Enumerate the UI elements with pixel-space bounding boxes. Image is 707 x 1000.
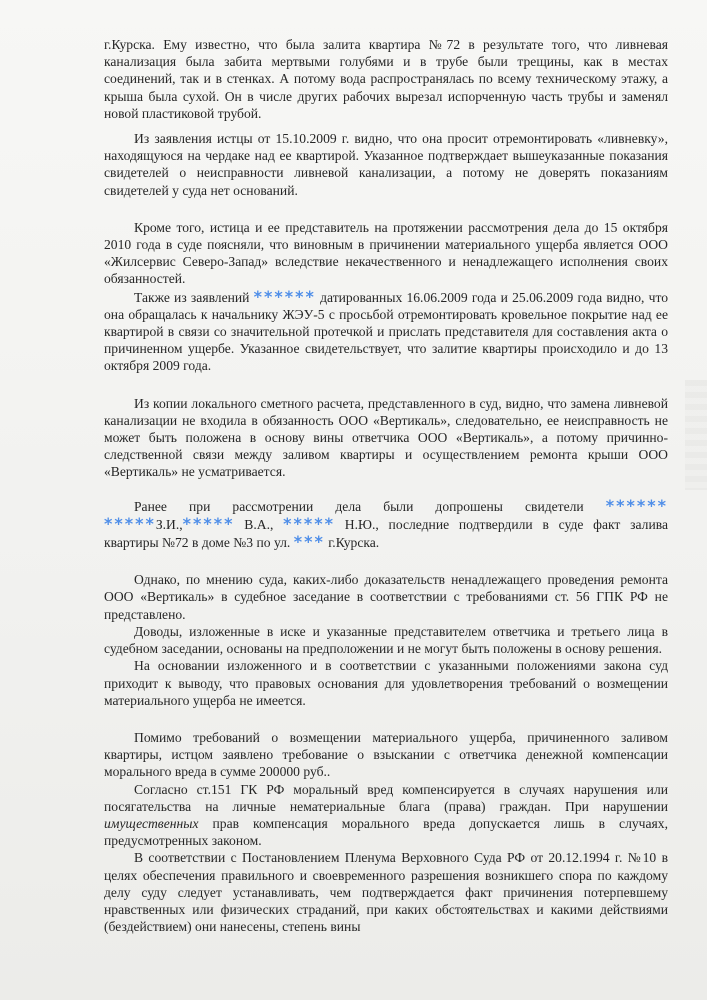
paragraph — [104, 288, 668, 375]
paragraph: Доводы, изложенные в иске и указанные представителем ответчика и третьего лица в судебном заседании, основаны на предположении и не могут быть положены в основу решения. — [104, 623, 668, 657]
text-run: г.Курска. — [328, 535, 380, 551]
paragraph: г.Курска. Ему известно, что была залита квартира №72 в результате того, что ливневая канализация была забита мертвыми голубями и в трубе были трещины, как в местах соединений, так и в стенках. А потому вода распространялась по всему техническому этажу, а крыша была сухой. Он в числе других рабочих вырезал испорченную часть трубы и заменял новой пластиковой трубой. — [104, 37, 668, 121]
text-run: Ранее при рассмотрении дела были допрошены свидетели — [134, 498, 584, 514]
text-run-italic: имущественных — [104, 815, 199, 831]
text-run: Также из заявлений — [134, 289, 250, 305]
redaction-mark: ***** — [182, 513, 235, 533]
text-run: датированных 16.06.2009 года и 25.06.2009 года видно, что она обращалась к начальнику ЖЭУ-5 с просьбой отремонтировать кровельное покрытие над ее квартирой в связи со значительной протечкой и прислать представителя для составления акта о причиненном ущербе. Указанное свидетельствует, что залитие квартиры происходило и до 13 октября 2009 года. — [104, 289, 668, 374]
paragraph: Однако, по мнению суда, каких-либо доказательств ненадлежащего проведения ремонта ООО «Вертикаль» в судебное заседание в соответствии с требованиями ст. 56 ГПК РФ не представлено. — [104, 572, 668, 622]
text-run: З.И., — [155, 516, 183, 532]
paragraph: Помимо требований о возмещении материального ущерба, причиненного заливом квартиры, истцом заявлено требование о взыскании с ответчика денежной компенсации морального вреда в сумме 200000 руб.. — [104, 729, 668, 780]
redaction-mark: ****** — [605, 495, 668, 515]
text-run: Н.Ю., последние подтвердили в суде факт залива квартиры №72 в доме №3 по ул. — [104, 516, 668, 551]
paragraph — [104, 781, 668, 850]
redaction-mark: ****** — [253, 286, 316, 306]
text-run: Согласно ст.151 ГК РФ моральный вред компенсируется в случаях нарушения или посягательства на личные нематериальные блага (права) граждан. При нарушении — [104, 781, 668, 814]
paragraph: Из заявления истцы от 15.10.2009 г. видно, что она просит отремонтировать «ливневку», находящуюся на чердаке над ее квартирой. Указанное подтверждает вышеуказанные показания свидетелей о неисправности ливневой канализации, а потому не доверять показаниям свидетелей у суда нет оснований. — [104, 131, 668, 198]
paragraph: Кроме того, истица и ее представитель на протяжении рассмотрения дела до 15 октября 2010 года в суде поясняли, что виновным в причинении материального ущерба является ООО «Жилсервис Северо-Запад» вследствие некачественного и ненадлежащего исполнения своих обязанностей. — [104, 219, 668, 287]
redaction-mark: ***** — [283, 513, 336, 533]
document-body — [104, 36, 668, 935]
scan-edge-artifact — [685, 380, 707, 490]
paragraph: В соответствии с Постановлением Пленума Верховного Суда РФ от 20.12.1994 г. №10 в целях обеспечения правильного и своевременного разрешения возникшего спора по каждому делу суду следует устанавливать, чем подтверждается факт причинения потерпевшему нравственных или физических страданий, при каких обстоятельствах и какими действиями (бездействием) они нанесены, степень вины — [104, 850, 668, 935]
text-run: В.А., — [244, 516, 274, 532]
text-run: прав компенсация морального вреда допускается лишь в случаях, предусмотренных законом. — [104, 815, 668, 849]
redaction-mark: *** — [293, 532, 325, 552]
redaction-mark: ***** — [104, 513, 156, 533]
paragraph — [104, 497, 668, 552]
paragraph: Из копии локального сметного расчета, представленного в суд, видно, что замена ливневой канализации не входила в обязанность ООО «Вертикаль», следовательно, ее неисправность не может быть положена в основу вины ответчика ООО «Вертикаль», а потому причинно-следственной связи между заливом квартиры и осуществлением ремонта крыши ООО «Вертикаль» не усматривается. — [104, 395, 668, 480]
paragraph: На основании изложенного и в соответствии с указанными положениями закона суд приходит к выводу, что правовых основания для удовлетворения требований о возмещении материального ущерба не имеется. — [104, 658, 668, 708]
